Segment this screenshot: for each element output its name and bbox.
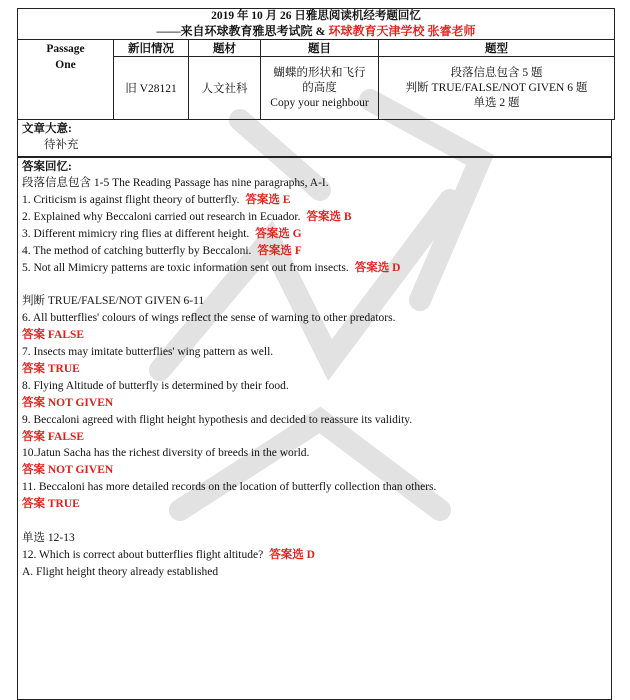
answer-line [22,378,607,395]
col-topic: 题目 [261,40,379,57]
question-text: 3. Different mimicry ring flies at different height. [22,227,250,240]
answer-line [22,429,607,446]
cell-status: 旧 V28121 [114,57,189,120]
question-text: 1. Criticism is against flight theory of butterfly. [22,193,240,206]
answer-line [22,462,607,479]
answer-line [22,530,607,547]
question-text: 12. Which is correct about butterflies flight altitude? [22,548,264,561]
type-line: 判断 TRUE/FALSE/NOT GIVEN 6 题 [405,81,588,94]
question-text: 判断 TRUE/FALSE/NOT GIVEN 6-11 [22,295,205,308]
topic-line: 的高度 [302,81,337,94]
answer-key: 答案 TRUE [22,498,80,511]
question-text: 段落信息包含 1-5 The Reading Passage has nine paragraphs, A-I. [22,177,329,189]
answer-key: 答案选 D [269,548,315,561]
passage-label: Passage [46,43,85,55]
answers-label: 答案回忆: [22,161,72,173]
answer-line [22,293,607,310]
document-sheet [17,8,614,700]
answer-line [22,564,607,581]
header-table [17,8,615,120]
answer-key: 答案 NOT GIVEN [22,464,114,477]
summary-text: 待补充 [44,139,79,151]
passage-cell [18,40,114,120]
answer-line [22,395,607,412]
question-text: 9. Beccaloni agreed with flight height hypothesis and decided to reassure its validity. [22,413,413,426]
question-text: 6. All butterflies' colours of wings reflect the sense of warning to other predators. [22,312,396,325]
question-text: 7. Insects may imitate butterflies' wing pattern as well. [22,346,274,359]
answer-line [22,192,607,209]
answer-line [22,310,607,327]
answer-line [22,479,607,496]
answer-key: 答案选 F [257,244,302,257]
document-title [18,9,615,40]
answer-line [22,547,607,564]
type-line: 段落信息包含 5 题 [450,66,543,79]
cell-topic [261,57,379,120]
answer-lines [22,175,607,581]
col-type: 题型 [379,40,615,57]
answer-key: 答案 TRUE [22,362,80,375]
answer-line [22,276,607,293]
title-teacher: 环球教育天津学校 张睿老师 [328,24,476,38]
question-text: 5. Not all Mimicry patterns are toxic information sent out from insects. [22,261,349,274]
question-text: 4. The method of catching butterfly by Beccaloni. [22,244,252,257]
answer-key: 答案 FALSE [22,329,85,342]
answer-line [22,175,607,192]
question-text: 10.Jatun Sacha has the richest diversity of breeds in the world. [22,447,310,460]
title-line-1: 2019 年 10 月 26 日雅思阅读机经考题回忆 [211,10,421,22]
answer-key: 答案 NOT GIVEN [22,396,114,409]
answer-key: 答案选 G [255,227,302,240]
answer-line [22,496,607,513]
cell-question-types [379,57,615,120]
summary-section [17,120,612,157]
answer-line [22,412,607,429]
question-text: A. Flight height theory already established [22,565,219,578]
type-line: 单选 2 题 [473,96,520,109]
question-text: 单选 12-13 [22,532,75,544]
answer-key: 答案选 D [354,261,401,274]
summary-label: 文章大意: [22,123,72,135]
passage-number: One [55,59,76,71]
answer-line [22,344,607,361]
answer-line [22,361,607,378]
col-subject: 题材 [189,40,261,57]
answer-line [22,327,607,344]
question-text: 11. Beccaloni has more detailed records on the location of butterfly collection than others. [22,481,437,494]
answer-key: 答案 FALSE [22,430,85,443]
col-status: 新旧情况 [114,40,189,57]
cell-subject: 人文社科 [189,57,261,120]
answer-line [22,243,607,260]
answers-section [17,157,612,700]
question-text: 8. Flying Altitude of butterfly is determined by their food. [22,379,289,392]
question-text: 2. Explained why Beccaloni carried out research in Ecuador. [22,210,301,223]
title-source: ——来自环球教育雅思考试院 & [156,24,326,38]
title-line-2 [18,24,614,39]
answer-line [22,226,607,243]
answer-line [22,260,607,277]
answer-key: 答案选 E [245,193,291,206]
topic-line: Copy your neighbour [270,96,369,109]
answer-line [22,445,607,462]
answer-key: 答案选 B [306,210,352,223]
answer-line [22,513,607,530]
topic-line: 蝴蝶的形状和飞行 [273,66,366,79]
answer-line [22,209,607,226]
